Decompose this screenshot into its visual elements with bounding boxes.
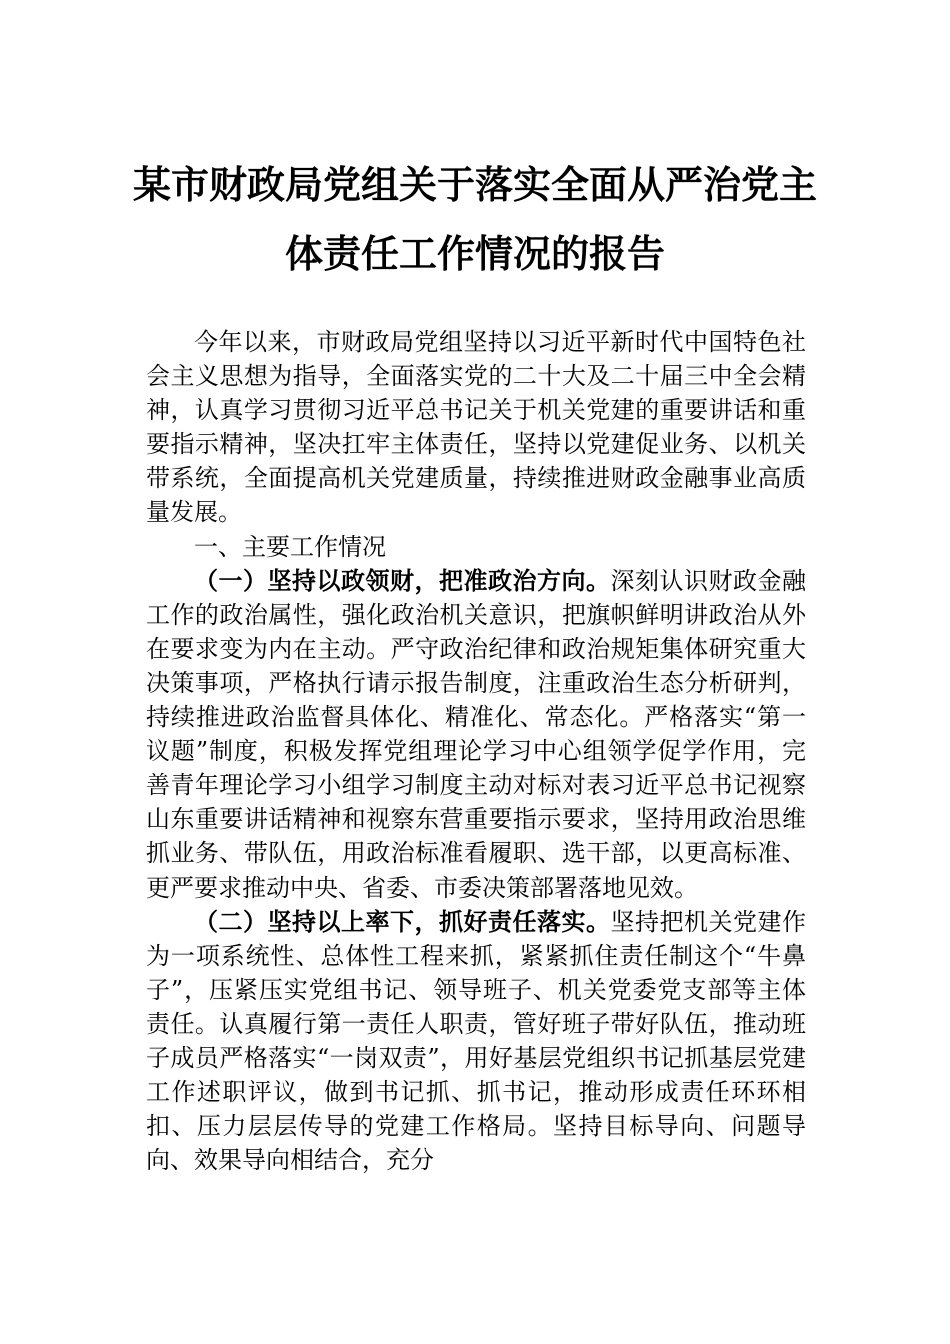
subsection-1-body: 深刻认识财政金融工作的政治属性，强化政治机关意识，把旗帜鲜明讲政治从外在要求变为内在主动。严守政治纪律和政治规矩集体研究重大决策事项，严格执行请示报告制度，注重政治生态分析研判，持续推进政治监督具体化、精准化、常态化。严格落实“第一议题”制度，积极发挥党组理论学习中心组领学促学作用，完善青年理论学习小组学习制度主动对标对表习近平总书记视察山东重要讲话精神和视察东营重要指示要求，坚持用政治思维抓业务、带队伍，用政治标准看履职、选干部，以更高标准、更严要求推动中央、省委、市委决策部署落地见效。 [146, 566, 806, 902]
subsection-2-paragraph [146, 905, 806, 1178]
document-title-line-1: 某市财政局党组关于落实全面从严治党主 [132, 162, 817, 207]
subsection-1-paragraph [146, 564, 806, 905]
subsection-2-heading: （二）坚持以上率下，抓好责任落实。 [194, 906, 611, 936]
subsection-1-heading: （一）坚持以政领财，把准政治方向。 [194, 565, 611, 595]
document-title-line-2: 体责任工作情况的报告 [284, 231, 665, 276]
intro-paragraph: 今年以来，市财政局党组坚持以习近平新时代中国特色社会主义思想为指导，全面落实党的二十大及二十届三中全会精神，认真学习贯彻习近平总书记关于机关党建的重要讲话和重要指示精神，坚决扛牢主体责任，坚持以党建促业务、以机关带系统，全面提高机关党建质量，持续推进财政金融事业高质量发展。 [146, 328, 806, 527]
section-heading: 一、主要工作情况 [194, 532, 386, 561]
subsection-2-body: 坚持把机关党建作为一项系统性、总体性工程来抓，紧紧抓住责任制这个“牛鼻子”，压紧压实党组书记、领导班子、机关党委党支部等主体责任。认真履行第一责任人职责，管好班子带好队伍，推动班子成员严格落实“一岗双责”，用好基层党组织书记抓基层党建工作述职评议，做到书记抓、抓书记，推动形成责任环环相扣、压力层层传导的党建工作格局。坚持目标导向、问题导向、效果导向相结合，充分 [146, 907, 806, 1175]
document-body [146, 325, 806, 1177]
